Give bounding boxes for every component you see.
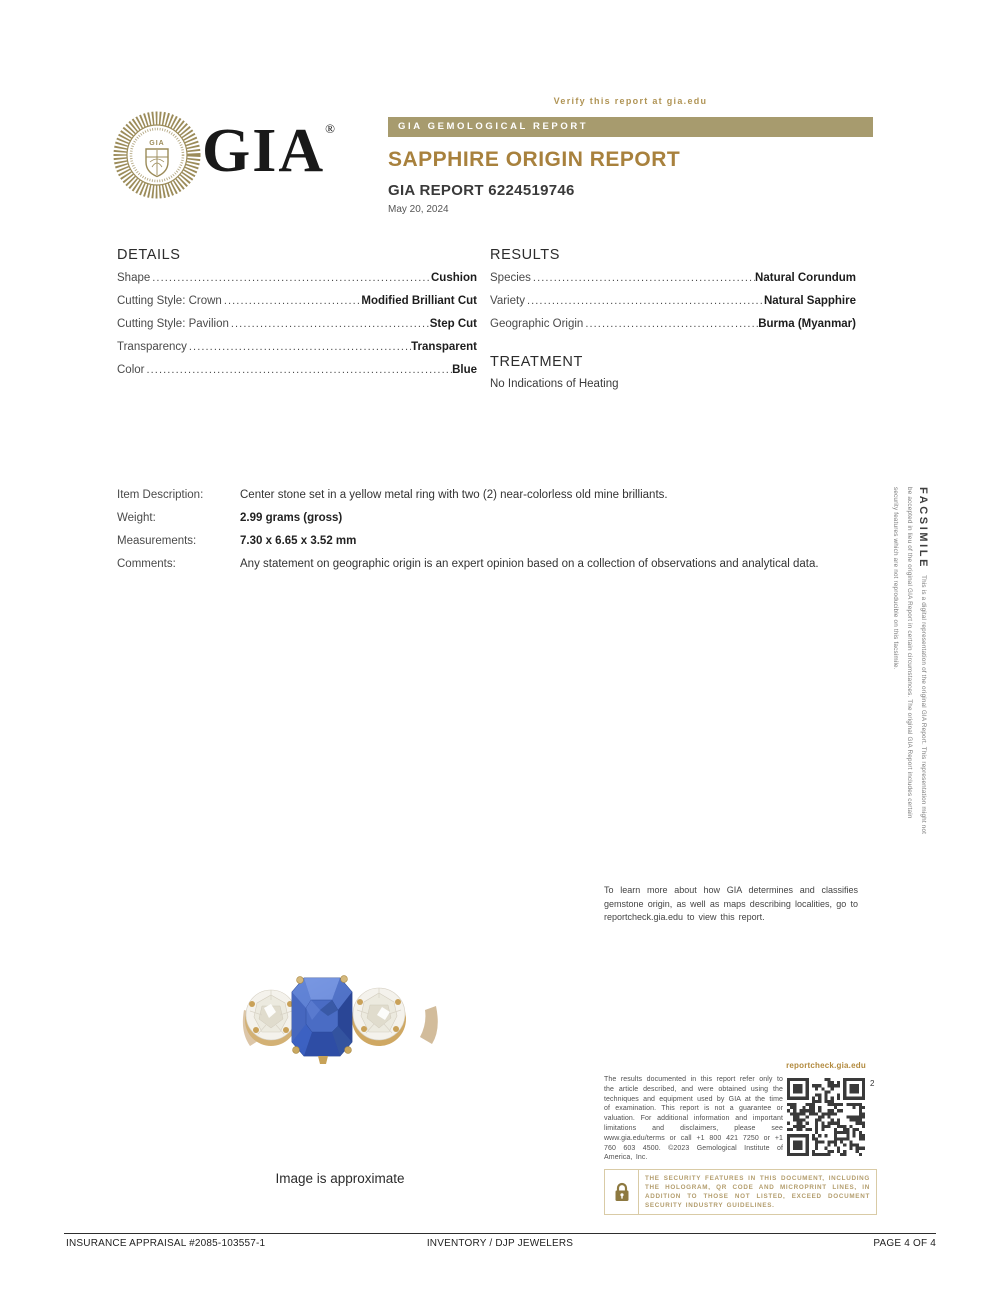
leader-dots	[144, 364, 452, 376]
treatment-value: No Indications of Heating	[490, 378, 619, 390]
detail-row-transparency	[117, 341, 477, 364]
footer-divider	[64, 1233, 936, 1234]
security-notice-text: THE SECURITY FEATURES IN THIS DOCUMENT, INCLUDING THE HOLOGRAM, QR CODE AND MICROPRINT LINES, IN ADDITION TO THOSE NOT LISTED, EXCEED DOCUMENT SECURITY INDUSTRY GUIDELINES.	[645, 1175, 870, 1209]
lock-icon	[605, 1170, 639, 1214]
image-approximate-caption: Image is approximate	[275, 1171, 405, 1186]
item-value: Any statement on geographic origin is an expert opinion based on a collection of observations and analytical data.	[240, 558, 819, 570]
item-label: Item Description:	[117, 489, 204, 501]
result-row-species	[490, 272, 856, 295]
gemological-report-banner: GIA GEMOLOGICAL REPORT	[388, 117, 873, 137]
item-row-measurements	[117, 530, 859, 553]
item-value: 2.99 grams (gross)	[240, 512, 343, 524]
leader-dots	[583, 318, 758, 330]
left-diamond	[246, 990, 296, 1040]
leader-dots	[229, 318, 430, 330]
detail-value: Cushion	[431, 272, 477, 284]
item-description-block	[117, 484, 859, 576]
detail-row-crown	[117, 295, 477, 318]
detail-label: Transparency	[117, 341, 187, 353]
result-value: Natural Sapphire	[763, 295, 856, 307]
report-date: May 20, 2024	[388, 204, 449, 215]
footer-appraisal-ref: INSURANCE APPRAISAL #2085-103557-1	[66, 1238, 266, 1249]
gia-wordmark	[202, 116, 335, 187]
facsimile-title: FACSIMILE	[917, 487, 929, 570]
leader-dots	[187, 341, 411, 353]
detail-label: Cutting Style: Pavilion	[117, 318, 229, 330]
details-heading: DETAILS	[117, 247, 181, 263]
registered-mark: ®	[325, 121, 336, 136]
detail-label: Cutting Style: Crown	[117, 295, 222, 307]
report-number: GIA REPORT 6224519746	[388, 182, 575, 199]
footer-page-number: PAGE 4 OF 4	[873, 1238, 936, 1249]
learn-more-text: To learn more about how GIA determines and classifies gemstone origin, as well as maps describing localities, go to reportcheck.gia.edu to view this report.	[604, 885, 858, 922]
center-sapphire	[292, 976, 352, 1064]
leader-dots	[222, 295, 362, 307]
results-heading: RESULTS	[490, 247, 561, 263]
results-section	[490, 247, 856, 390]
detail-value: Transparent	[411, 341, 477, 353]
facsimile-strip	[888, 487, 930, 839]
result-value: Burma (Myanmar)	[758, 318, 856, 330]
detail-row-pavilion	[117, 318, 477, 341]
item-label: Comments:	[117, 558, 176, 570]
item-value: Center stone set in a yellow metal ring with two (2) near-colorless old mine brilliants.	[240, 489, 668, 501]
right-diamond	[353, 988, 405, 1040]
report-title: SAPPHIRE ORIGIN REPORT	[388, 148, 681, 171]
result-value: Natural Corundum	[755, 272, 856, 284]
result-label: Geographic Origin	[490, 318, 584, 330]
leader-dots	[531, 272, 755, 284]
detail-row-color	[117, 364, 477, 387]
item-row-weight	[117, 507, 859, 530]
qr-page-badge: 2	[870, 1079, 875, 1088]
gia-wordmark-text: GIA	[202, 117, 326, 185]
leader-dots	[150, 272, 431, 284]
detail-label: Shape	[117, 272, 151, 284]
detail-value: Blue	[452, 364, 477, 376]
item-label: Weight:	[117, 512, 156, 524]
detail-value: Step Cut	[429, 318, 477, 330]
treatment-heading: TREATMENT	[490, 354, 583, 370]
ring-photo	[240, 962, 440, 1082]
verify-report-link[interactable]: Verify this report at gia.edu	[553, 96, 708, 106]
result-label: Variety	[490, 295, 525, 307]
footer-inventory: INVENTORY / DJP JEWELERS	[426, 1238, 574, 1249]
qr-code	[787, 1078, 865, 1156]
gia-seal-logo	[112, 110, 202, 200]
detail-label: Color	[117, 364, 145, 376]
disclaimer-text: The results documented in this report refer only to the article described, and were obtained using the techniques and equipment used by GIA at the time of examination. This report is not a guarantee or valuation. For additional information and important limitations and disclaimers, please see www.gia.edu/terms or call +1 800 421 7250 or +1 760 603 4500. ©2023 Gemological Institute of America, Inc.	[604, 1076, 783, 1162]
result-row-variety	[490, 295, 856, 318]
security-notice-box	[604, 1169, 877, 1215]
details-section	[117, 247, 477, 387]
item-label: Measurements:	[117, 535, 197, 547]
reportcheck-url[interactable]: reportcheck.gia.edu	[786, 1061, 866, 1070]
detail-row-shape	[117, 272, 477, 295]
detail-value: Modified Brilliant Cut	[361, 295, 477, 307]
result-label: Species	[490, 272, 531, 284]
item-value: 7.30 x 6.65 x 3.52 mm	[240, 535, 357, 547]
item-row-comments	[117, 553, 859, 576]
facsimile-body: This is a digital representation of the original GIA Report. This representation might not be accepted in lieu of the original GIA Report in certain circumstances. The original GIA Report includes certain security features which are not reproducible on this facsimile.	[892, 487, 927, 835]
item-row-description	[117, 484, 859, 507]
leader-dots	[525, 295, 764, 307]
seal-gia-text: GIA	[149, 140, 165, 147]
result-row-origin	[490, 318, 856, 341]
